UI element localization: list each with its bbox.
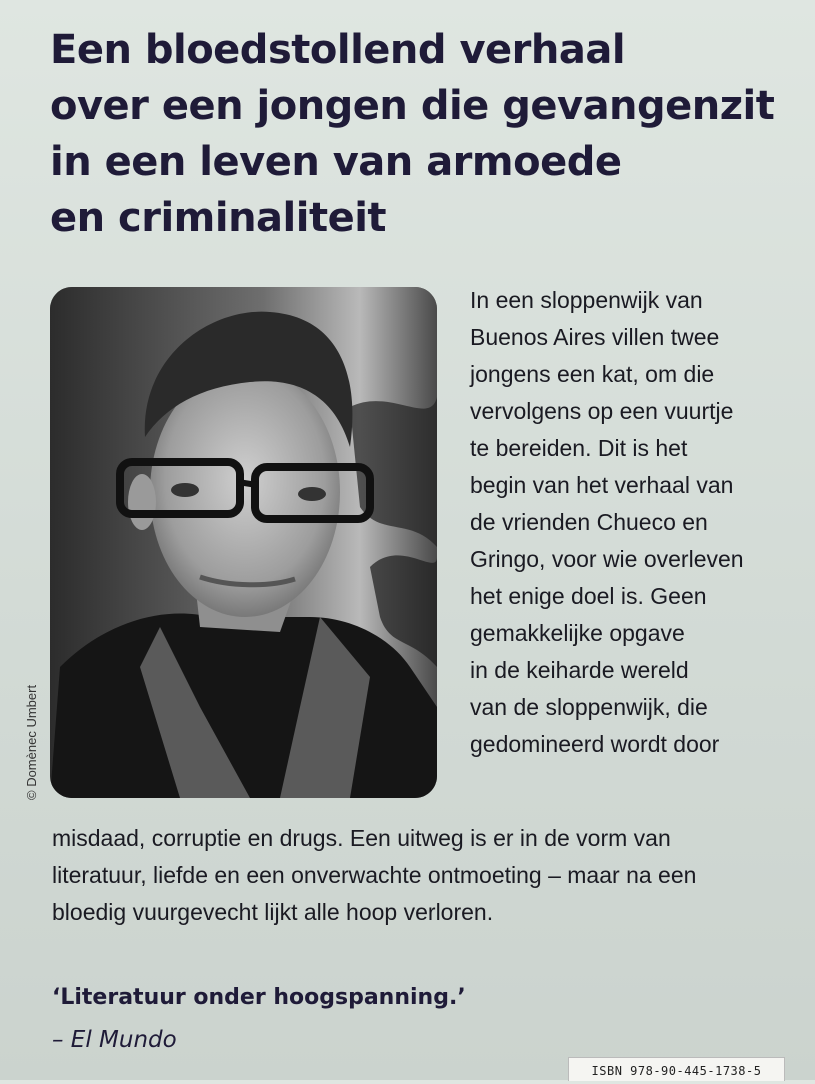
- isbn-label: ISBN 978-90-445-1738-5: [568, 1057, 785, 1081]
- blurb-line: In een sloppenwijk van: [470, 287, 703, 313]
- blurb-line: literatuur, liefde en een onverwachte ontmoeting – maar na een: [52, 862, 697, 888]
- author-photo: [50, 287, 437, 798]
- blurb-line: gemakkelijke opgave: [470, 620, 685, 646]
- blurb-line: te bereiden. Dit is het: [470, 435, 688, 461]
- headline-line: en criminaliteit: [50, 195, 387, 241]
- blurb-line: vervolgens op een vuurtje: [470, 398, 734, 424]
- blurb-full-width: [52, 820, 812, 931]
- blurb-line: het enige doel is. Geen: [470, 583, 707, 609]
- headline-line: in een leven van armoede: [50, 139, 622, 185]
- blurb-line: in de keiharde wereld: [470, 657, 689, 683]
- review-quote: ‘Literatuur onder hoogspanning.’: [52, 985, 466, 1010]
- blurb-line: bloedig vuurgevecht lijkt alle hoop verloren.: [52, 899, 494, 925]
- blurb-side-column: [470, 282, 810, 763]
- blurb-line: misdaad, corruptie en drugs. Een uitweg is er in de vorm van: [52, 825, 671, 851]
- blurb-line: jongens een kat, om die: [470, 361, 715, 387]
- blurb-line: begin van het verhaal van: [470, 472, 734, 498]
- blurb-line: Gringo, voor wie overleven: [470, 546, 744, 572]
- headline-line: over een jongen die gevangenzit: [50, 83, 775, 129]
- blurb-line: Buenos Aires villen twee: [470, 324, 720, 350]
- author-portrait-image: [50, 287, 437, 798]
- headline: [50, 22, 810, 246]
- blurb-line: gedomineerd wordt door: [470, 731, 720, 757]
- review-source: – El Mundo: [52, 1027, 177, 1053]
- blurb-line: van de sloppenwijk, die: [470, 694, 708, 720]
- headline-line: Een bloedstollend verhaal: [50, 27, 626, 73]
- blurb-line: de vrienden Chueco en: [470, 509, 708, 535]
